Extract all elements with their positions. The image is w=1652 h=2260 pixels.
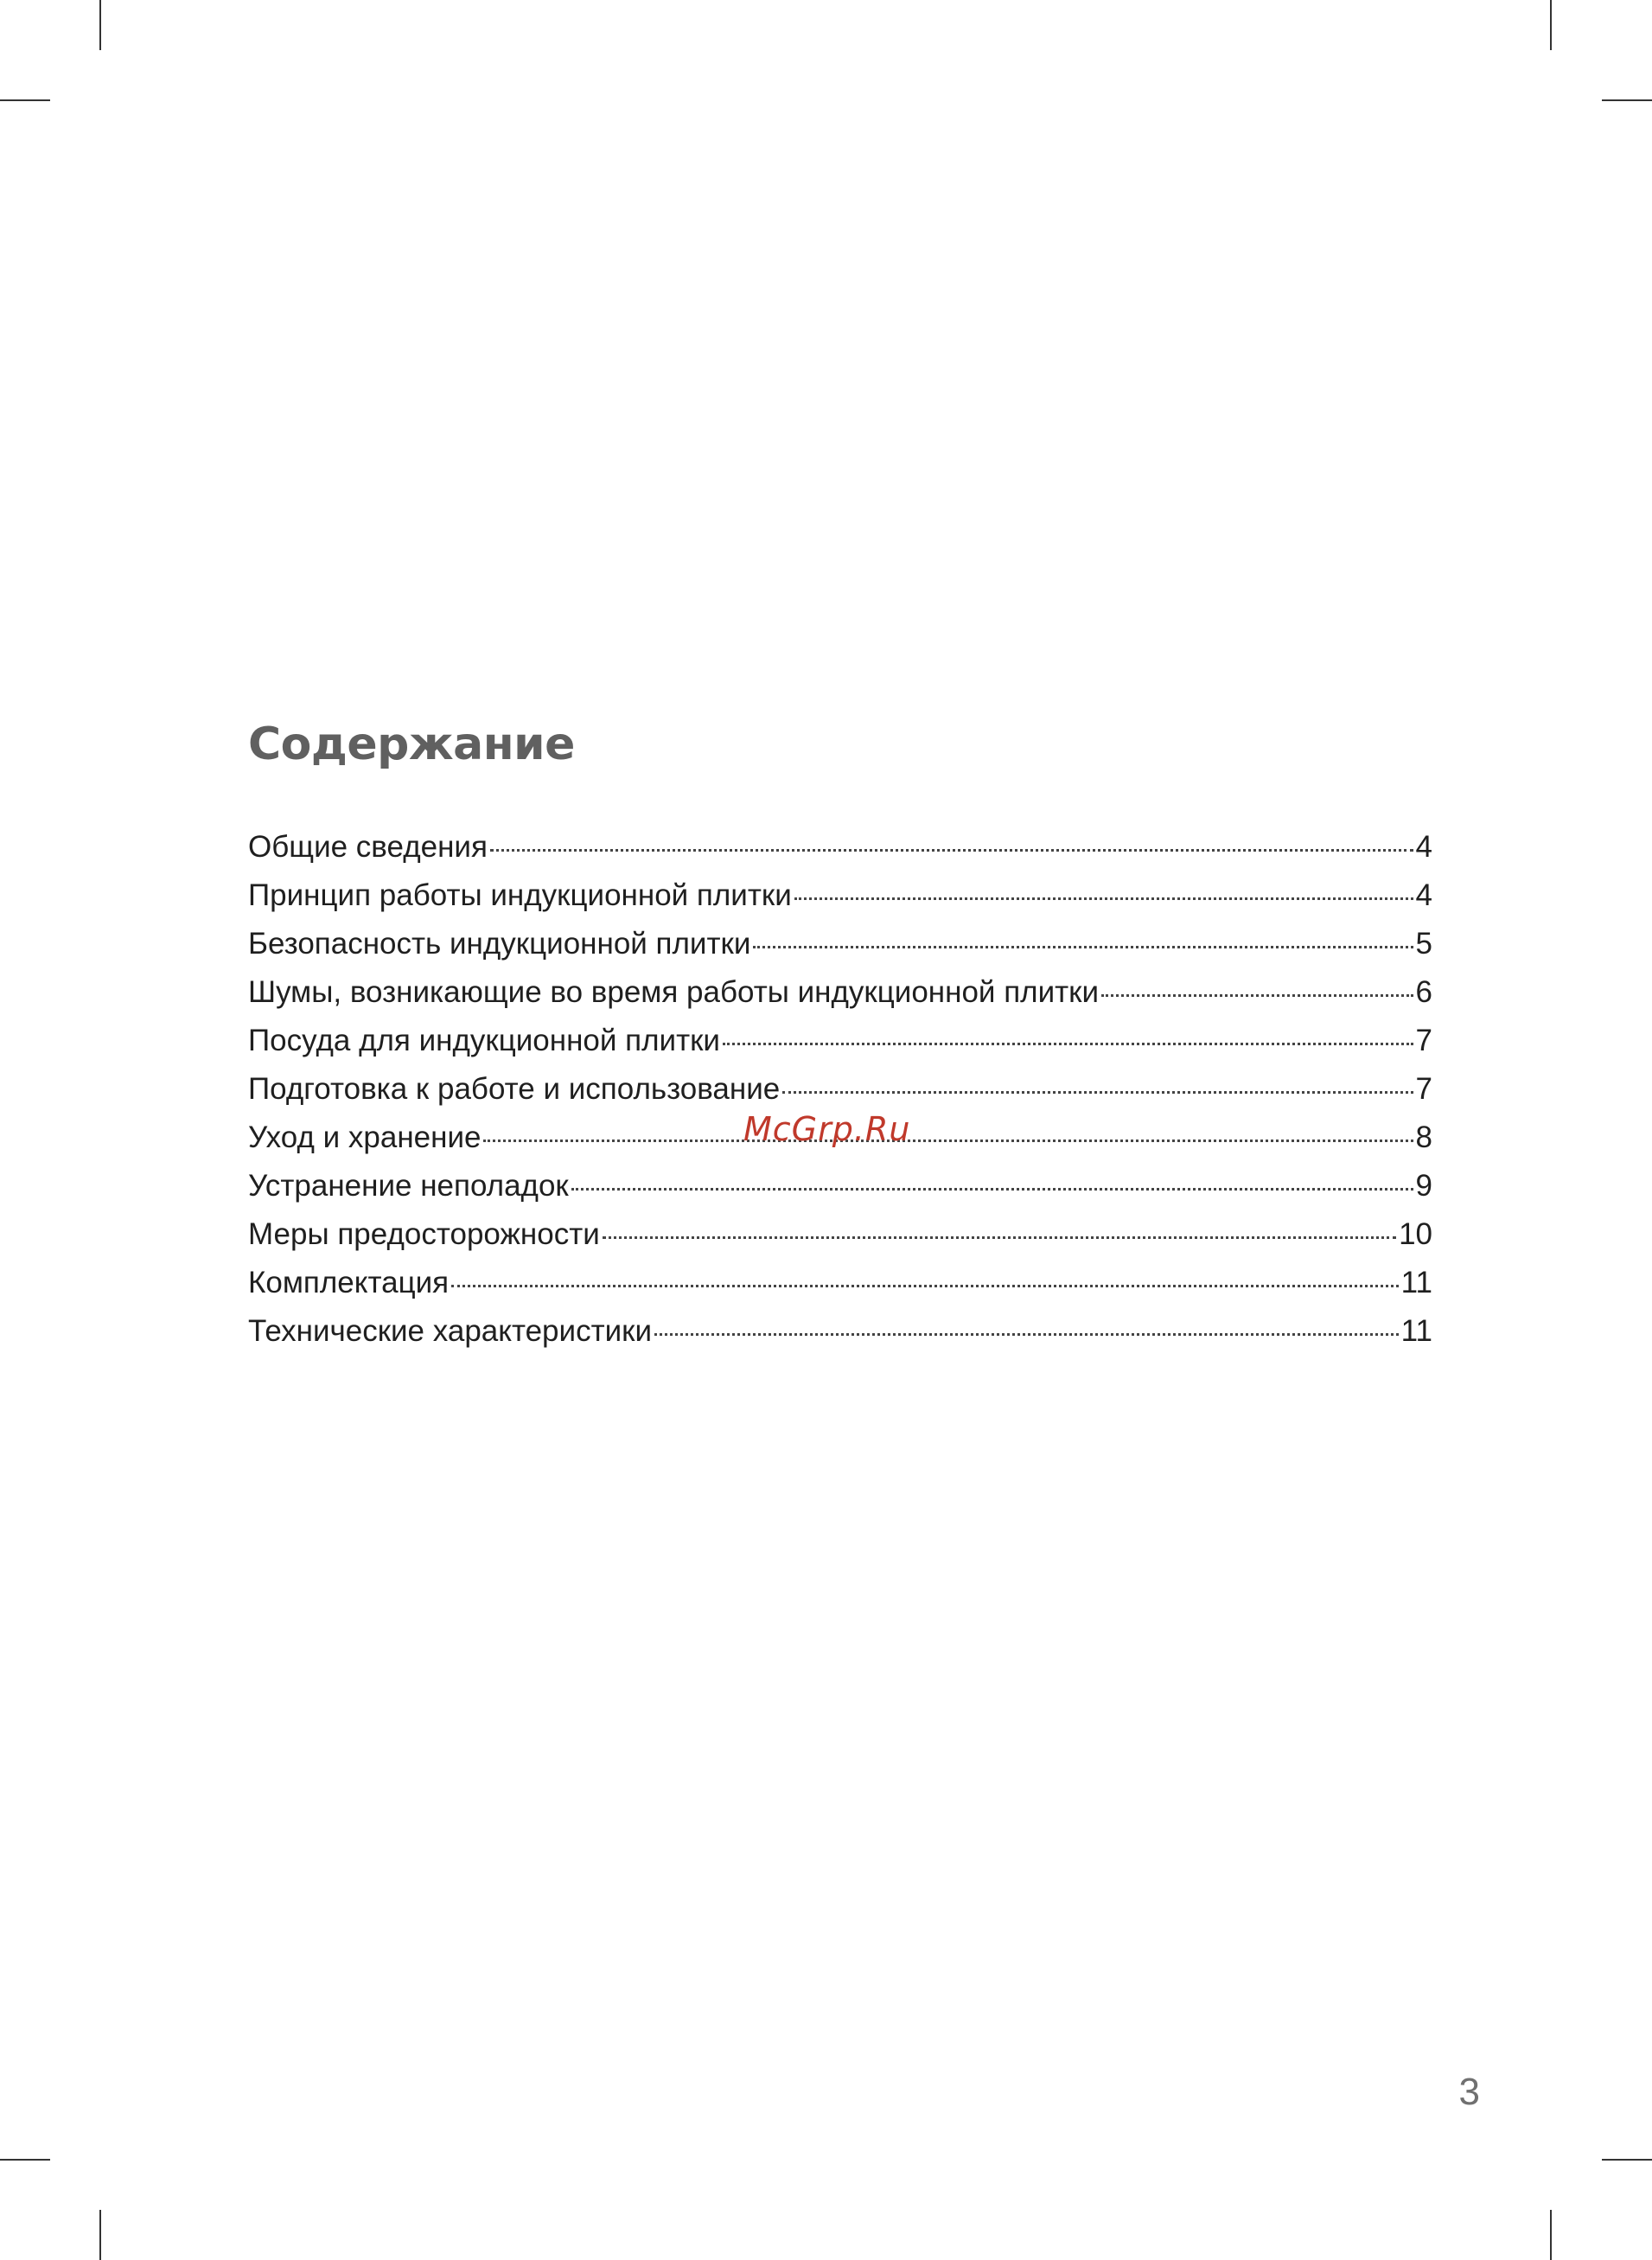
toc-entry-label: Технические характеристики xyxy=(248,1314,653,1348)
toc-entry[interactable] xyxy=(248,1216,1432,1264)
toc-entry-page: 11 xyxy=(1400,1266,1432,1299)
toc-entry[interactable] xyxy=(248,1167,1432,1216)
toc-entry-page: 5 xyxy=(1415,927,1432,961)
toc-entry-page: 10 xyxy=(1399,1217,1432,1251)
toc-entry-page: 8 xyxy=(1415,1120,1432,1154)
toc-entry-label: Подготовка к работе и использование xyxy=(248,1072,781,1106)
toc-entry-label: Меры предосторожности xyxy=(248,1217,600,1251)
toc-dot-leader xyxy=(490,849,1413,852)
toc-entry-page: 7 xyxy=(1415,1024,1432,1057)
toc-entry[interactable] xyxy=(248,828,1432,877)
crop-mark-top-left-horizontal xyxy=(0,99,50,101)
toc-entry[interactable] xyxy=(248,1312,1432,1361)
toc-entry-page: 9 xyxy=(1415,1169,1432,1203)
toc-entry-label: Общие сведения xyxy=(248,830,488,864)
toc-dot-leader xyxy=(794,897,1413,900)
crop-mark-bottom-left-vertical xyxy=(99,2210,101,2260)
table-of-contents xyxy=(248,828,1432,1361)
crop-mark-bottom-right-horizontal xyxy=(1602,2159,1652,2161)
toc-entry-label: Комплектация xyxy=(248,1266,450,1299)
toc-dot-leader xyxy=(483,1140,1413,1142)
toc-entry-page: 6 xyxy=(1415,975,1432,1009)
toc-entry-label: Безопасность индукционной плитки xyxy=(248,927,751,961)
toc-entry-label: Принцип работы индукционной плитки xyxy=(248,878,792,912)
crop-mark-bottom-left-horizontal xyxy=(0,2159,50,2161)
toc-entry-label: Посуда для индукционной плитки xyxy=(248,1024,720,1057)
toc-entry[interactable] xyxy=(248,1022,1432,1070)
crop-mark-top-left-vertical xyxy=(99,0,101,50)
toc-dot-leader xyxy=(451,1285,1399,1287)
toc-entry-page: 11 xyxy=(1400,1314,1432,1348)
page-title: Содержание xyxy=(248,718,575,770)
toc-dot-leader xyxy=(1101,994,1413,997)
toc-entry[interactable] xyxy=(248,974,1432,1022)
toc-entry[interactable] xyxy=(248,1264,1432,1312)
toc-entry-page: 4 xyxy=(1415,878,1432,912)
toc-entry-label: Уход и хранение xyxy=(248,1120,482,1154)
toc-dot-leader xyxy=(654,1333,1399,1336)
toc-entry-page: 7 xyxy=(1415,1072,1432,1106)
toc-dot-leader xyxy=(571,1188,1413,1191)
toc-entry[interactable] xyxy=(248,925,1432,974)
watermark: McGrp.Ru xyxy=(743,1110,911,1148)
toc-dot-leader xyxy=(603,1236,1396,1239)
toc-dot-leader xyxy=(723,1043,1413,1045)
toc-entry[interactable] xyxy=(248,877,1432,925)
crop-mark-top-right-horizontal xyxy=(1602,99,1652,101)
toc-entry-page: 4 xyxy=(1415,830,1432,864)
toc-dot-leader xyxy=(753,946,1413,948)
crop-mark-bottom-right-vertical xyxy=(1550,2210,1552,2260)
crop-mark-top-right-vertical xyxy=(1550,0,1552,50)
toc-dot-leader xyxy=(782,1091,1413,1094)
page-number: 3 xyxy=(1458,2071,1480,2113)
toc-entry-label: Шумы, возникающие во время работы индукционной плитки xyxy=(248,975,1100,1009)
toc-entry-label: Устранение неполадок xyxy=(248,1169,569,1203)
